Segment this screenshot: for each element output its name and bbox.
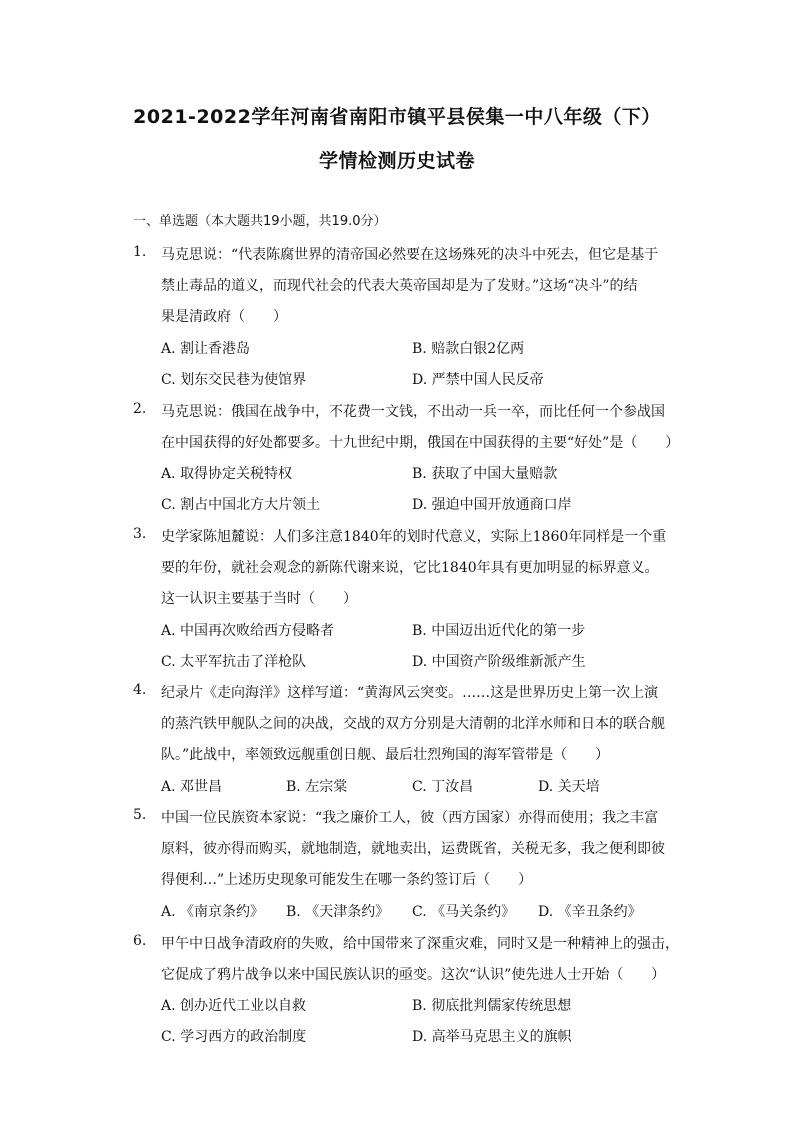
question-text-line: 果是清政府（ ） xyxy=(161,309,287,325)
exam-title-line2: 学情检测历史试卷 xyxy=(318,150,475,172)
question-text-line: 在中国获得的好处都要多。十九世纪中期，俄国在中国获得的主要“好处”是（ ） xyxy=(161,435,680,451)
question-text-line: 要的年份，就社会观念的新陈代谢来说，它比1840年具有更加明显的标界意义。 xyxy=(161,560,659,576)
question-text-line: 原料，彼亦得而购买，就地制造，就地卖出，运费既省，关税无多，我之便利即彼 xyxy=(161,841,665,857)
option-c: C. 《马关条约》 xyxy=(412,904,516,920)
option-b: B. 赔款白银2亿两 xyxy=(412,341,525,357)
question-text-line: 队。”此战中，率领致远舰重创日舰、最后壮烈殉国的海军管带是（ ） xyxy=(161,747,610,763)
option-b: B. 《天津条约》 xyxy=(286,904,390,920)
exam-title-line1: 2021-2022学年河南省南阳市镇平县侯集一中八年级（下） xyxy=(133,106,661,128)
question-number: 2. xyxy=(133,401,147,417)
option-c: C. 学习西方的政治制度 xyxy=(161,1029,307,1045)
option-a: A. 取得协定关税特权 xyxy=(161,466,293,482)
option-d: D. 高举马克思主义的旗帜 xyxy=(412,1029,572,1045)
option-a: A. 中国再次败给西方侵略者 xyxy=(161,623,335,639)
question-text-line: 中国一位民族资本家说：“我之廉价工人，彼（西方国家）亦得而使用；我之丰富 xyxy=(161,810,659,826)
option-a: A. 《南京条约》 xyxy=(161,904,265,920)
option-b: B. 获取了中国大量赔款 xyxy=(412,466,558,482)
option-b: B. 彻底批判儒家传统思想 xyxy=(412,998,572,1014)
option-d: D. 《辛丑条约》 xyxy=(538,904,642,920)
option-a: A. 创办近代工业以自救 xyxy=(161,998,307,1014)
option-c: C. 太平军抗击了洋枪队 xyxy=(161,654,307,670)
option-c: C. 划东交民巷为使馆界 xyxy=(161,372,307,388)
question-number: 4. xyxy=(133,682,147,698)
question-text-line: 马克思说：“代表陈腐世界的清帝国必然要在这场殊死的决斗中死去，但它是基于 xyxy=(161,247,659,263)
option-b: B. 左宗棠 xyxy=(286,779,348,795)
question-number: 6. xyxy=(133,933,147,949)
option-d: D. 严禁中国人民反帝 xyxy=(412,372,544,388)
question-text-line: 禁止毒品的道义，而现代社会的代表大英帝国却是为了发财。”这场“决斗”的结 xyxy=(161,278,638,294)
option-d: D. 强迫中国开放通商口岸 xyxy=(412,497,572,513)
question-text-line: 甲午中日战争清政府的失败，给中国带来了深重灾难，同时又是一种精神上的强击， xyxy=(161,936,679,952)
question-text-line: 这一认识主要基于当时（ ） xyxy=(161,591,357,607)
question-text-line: 纪录片《走向海洋》这样写道：“黄海风云突变。……这是世界历史上第一次上演 xyxy=(161,685,659,701)
option-d: D. 中国资产阶级维新派产生 xyxy=(412,654,586,670)
question-number: 1. xyxy=(133,244,147,260)
option-a: A. 割让香港岛 xyxy=(161,341,251,357)
section-heading: 一、单选题（本大题共19小题，共19.0分） xyxy=(133,214,387,229)
option-c: C. 丁汝昌 xyxy=(412,779,474,795)
question-text-line: 马克思说：俄国在战争中，不花费一文钱，不出动一兵一卒，而比任何一个参战国 xyxy=(161,404,665,420)
option-a: A. 邓世昌 xyxy=(161,779,223,795)
question-text-line: 史学家陈旭麓说：人们多注意1840年的划时代意义，实际上1860年同样是一个重 xyxy=(161,529,667,545)
question-text-line: 它促成了鸦片战争以来中国民族认识的亟变。这次“认识”使先进人士开始（ ） xyxy=(161,967,666,983)
question-text-line: 的蒸汽铁甲舰队之间的决战，交战的双方分别是大清朝的北洋水师和日本的联合舰 xyxy=(161,716,665,732)
question-number: 3. xyxy=(133,526,147,542)
option-c: C. 割占中国北方大片领土 xyxy=(161,497,321,513)
option-b: B. 中国迈出近代化的第一步 xyxy=(412,623,586,639)
question-number: 5. xyxy=(133,807,147,823)
option-d: D. 关天培 xyxy=(538,779,600,795)
question-text-line: 得便利…”上述历史现象可能发生在哪一条约签订后（ ） xyxy=(161,872,533,888)
